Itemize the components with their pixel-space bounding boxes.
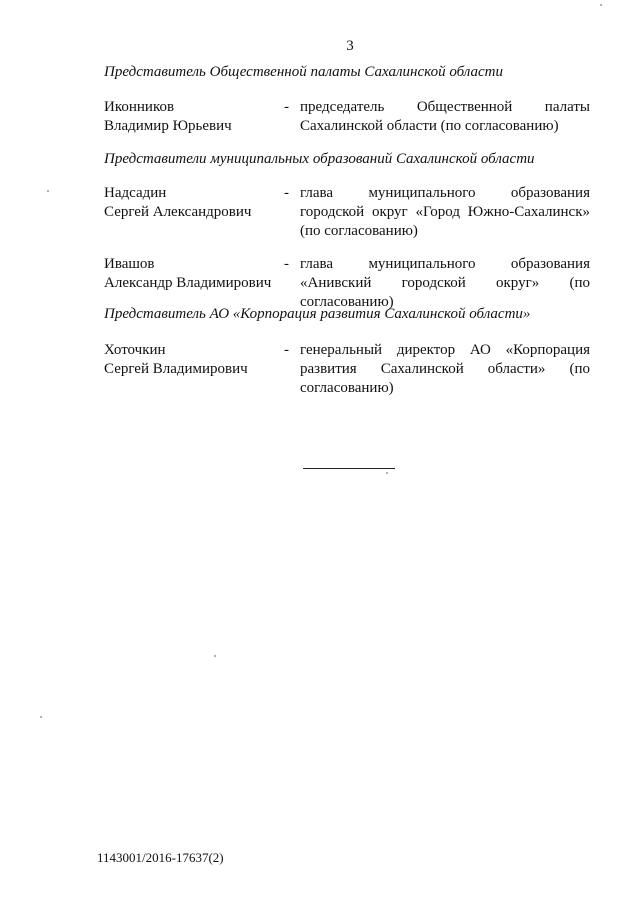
section-heading-public-chamber: Представитель Общественной палаты Сахалинской области	[104, 64, 504, 80]
member-dash: -	[284, 342, 289, 358]
member-name-ikonnikov: Иконников Владимир Юрьевич	[104, 99, 232, 134]
member-name-ivashov: Ивашов Александр Владимирович	[104, 256, 272, 291]
member-dash: -	[284, 185, 289, 201]
scan-speck	[214, 655, 216, 657]
member-role-nadsadin: глава муниципального образования городской округ «Город Южно-Сахалинск» (по согласованию)	[300, 185, 590, 239]
section-heading-municipalities: Представители муниципальных образований Сахалинской области	[104, 151, 535, 167]
section-heading-corporation: Представитель АО «Корпорация развития Сахалинской области»	[104, 306, 531, 322]
member-name-khotochkin: Хоточкин Сергей Владимирович	[104, 342, 248, 377]
scan-speck	[600, 4, 602, 6]
scan-speck	[386, 472, 388, 474]
member-name-nadsadin: Надсадин Сергей Александрович	[104, 185, 252, 220]
member-dash: -	[284, 99, 289, 115]
document-registration-number: 1143001/2016-17637(2)	[97, 850, 224, 865]
page-number: 3	[346, 38, 354, 54]
member-role-khotochkin: генеральный директор АО «Корпорация развития Сахалинской области» (по согласованию)	[300, 342, 590, 396]
separator-line	[303, 468, 395, 469]
member-dash: -	[284, 256, 289, 272]
scan-speck	[47, 190, 49, 192]
member-role-ivashov: глава муниципального образования «Анивский городской округ» (по согласованию)	[300, 256, 590, 310]
member-role-ikonnikov: председатель Общественной палаты Сахалинской области (по согласованию)	[300, 99, 590, 134]
scan-speck	[40, 716, 42, 718]
